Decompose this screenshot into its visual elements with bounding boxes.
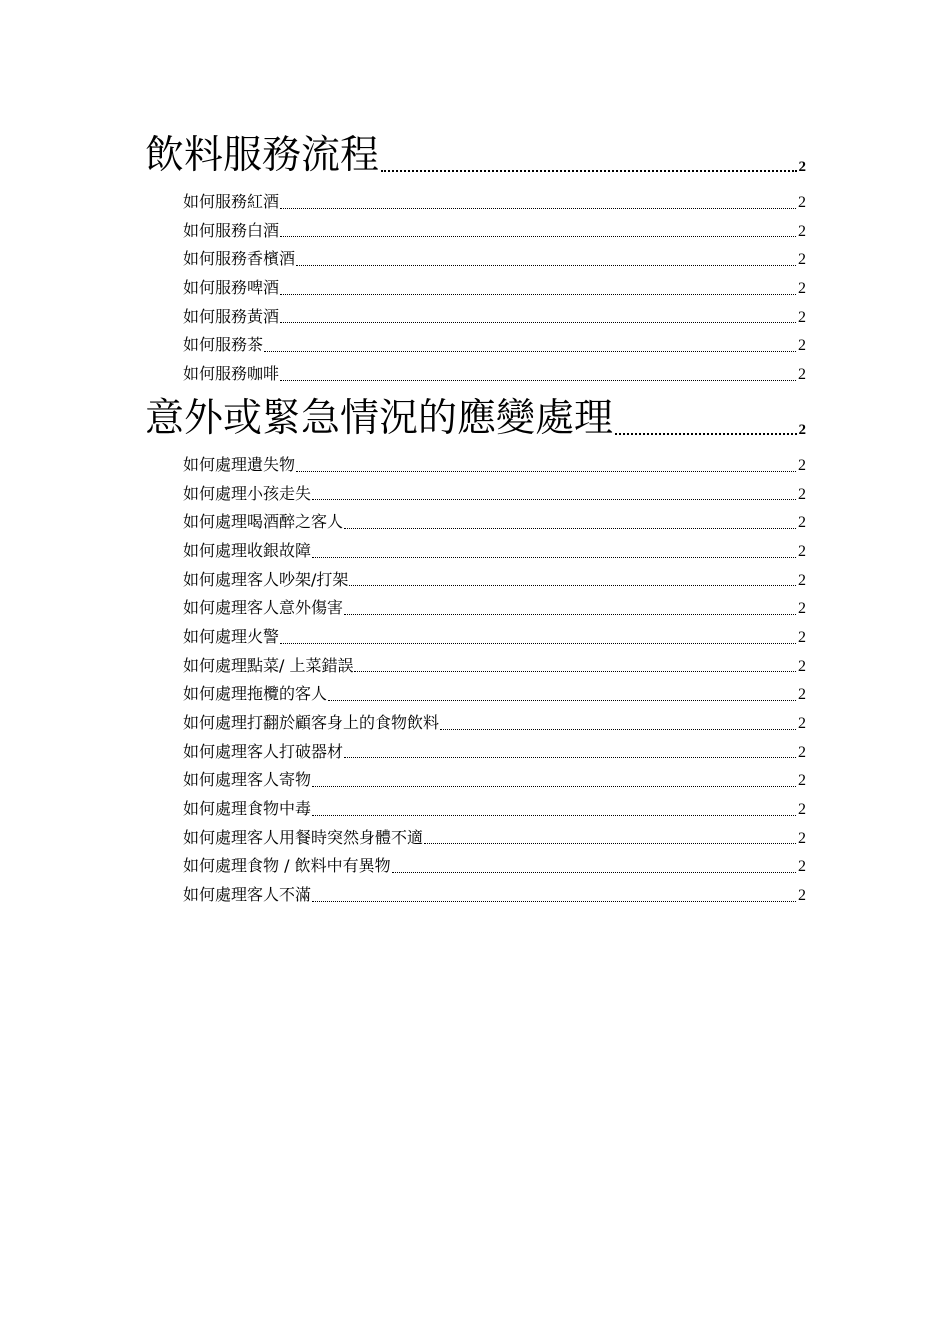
entry-label: 如何服務紅酒 [183,192,280,211]
dot-leader [615,433,796,435]
page-number: 2 [798,337,806,355]
page-number: 2 [798,686,806,704]
page-number: 2 [798,571,806,589]
entry-label: 如何處理食物 / 飲料中有異物 [183,856,391,876]
toc-entry[interactable] [145,680,806,709]
entry-label: 如何處理點菜/ 上菜錯誤 [183,655,354,675]
toc-entry[interactable] [145,738,806,767]
dot-leader [349,585,796,586]
entry-label: 如何處理客人用餐時突然身體不適 [183,827,424,847]
entry-label: 如何處理小孩走失 [183,483,312,503]
page-number: 2 [798,887,806,905]
entry-label: 如何處理打翻於顧客身上的食物飲料 [183,713,440,732]
dot-leader [280,294,796,295]
toc-entry[interactable] [145,331,806,360]
dot-leader [312,499,796,500]
dot-leader [296,265,796,266]
dot-leader [280,380,796,381]
page-number: 2 [798,456,806,474]
page-number: 2 [798,772,806,790]
page-number: 2 [798,514,806,532]
page-number: 2 [798,485,806,503]
toc-entry[interactable] [145,360,806,389]
page-number: 2 [798,251,806,269]
dot-leader [381,170,796,172]
page-number: 2 [798,194,806,211]
toc-entry[interactable] [145,566,806,595]
toc-section-heading[interactable] [145,393,806,445]
dot-leader [312,786,796,787]
page-number: 2 [798,600,806,618]
entry-label: 如何處理客人意外傷害 [183,598,344,618]
dot-leader [312,901,796,902]
toc-entry[interactable] [145,451,806,480]
entry-label: 如何處理遺失物 [183,454,296,474]
toc-entry[interactable] [145,245,806,274]
entry-label: 如何服務白酒 [183,220,280,240]
toc-entry[interactable] [145,274,806,303]
toc-entry[interactable] [145,303,806,332]
toc-entry[interactable] [145,537,806,566]
page-number: 2 [798,280,806,298]
toc-entry[interactable] [145,881,806,910]
entry-label: 如何服務咖啡 [183,364,280,384]
dot-leader [344,528,796,529]
dot-leader [312,815,796,816]
table-of-contents [145,130,806,910]
entry-label: 如何服務黃酒 [183,306,280,326]
section-title: 意外或緊急情況的應變處理 [145,395,614,441]
toc-entry[interactable] [145,217,806,246]
toc-entry[interactable] [145,824,806,853]
entry-label: 如何處理客人寄物 [183,770,312,790]
dot-leader [344,757,796,758]
toc-entry[interactable] [145,623,806,652]
dot-leader [280,643,796,644]
page-number: 2 [798,657,806,675]
entry-label: 如何處理客人吵架/打架 [183,569,349,589]
dot-leader [354,671,796,672]
dot-leader [328,700,796,701]
entry-label: 如何處理收銀故障 [183,540,312,560]
page-number: 2 [798,421,806,438]
dot-leader [344,614,796,615]
toc-entry[interactable] [145,188,806,217]
entry-label: 如何服務啤酒 [183,278,280,298]
toc-entry[interactable] [145,766,806,795]
dot-leader [440,729,796,730]
toc-entry[interactable] [145,852,806,881]
entry-label: 如何處理客人不滿 [183,885,312,905]
toc-entry[interactable] [145,480,806,509]
toc-entry[interactable] [145,652,806,681]
entry-label: 如何處理拖欖的客人 [183,684,328,704]
toc-entry[interactable] [145,594,806,623]
page-number: 2 [798,366,806,384]
dot-leader [392,872,796,873]
entry-label: 如何服務茶 [183,335,264,355]
entry-label: 如何處理客人打破器材 [183,741,344,761]
page-number: 2 [798,628,806,646]
page-number: 2 [798,308,806,326]
page-number: 2 [798,159,806,175]
page-number: 2 [798,801,806,819]
dot-leader [296,471,796,472]
toc-entry[interactable] [145,795,806,824]
dot-leader [280,236,796,237]
page-number: 2 [798,542,806,560]
toc-section-beverage-service [145,130,806,389]
page-number: 2 [798,743,806,761]
entry-label: 如何處理火警 [183,626,280,646]
entry-label: 如何處理食物中毒 [183,799,312,819]
dot-leader [280,322,796,323]
entry-label: 如何服務香檳酒 [183,249,296,269]
dot-leader [264,351,796,352]
page-number: 2 [798,222,806,240]
page-number: 2 [798,858,806,876]
page-number: 2 [798,829,806,847]
toc-section-heading[interactable] [145,130,806,182]
dot-leader [312,557,796,558]
toc-entry[interactable] [145,709,806,738]
dot-leader [280,208,796,209]
toc-section-emergency-handling [145,393,806,910]
dot-leader [424,843,796,844]
section-title: 飲料服務流程 [145,133,380,178]
page-number: 2 [798,715,806,732]
toc-entry[interactable] [145,508,806,537]
entry-label: 如何處理喝酒醉之客人 [183,512,344,532]
